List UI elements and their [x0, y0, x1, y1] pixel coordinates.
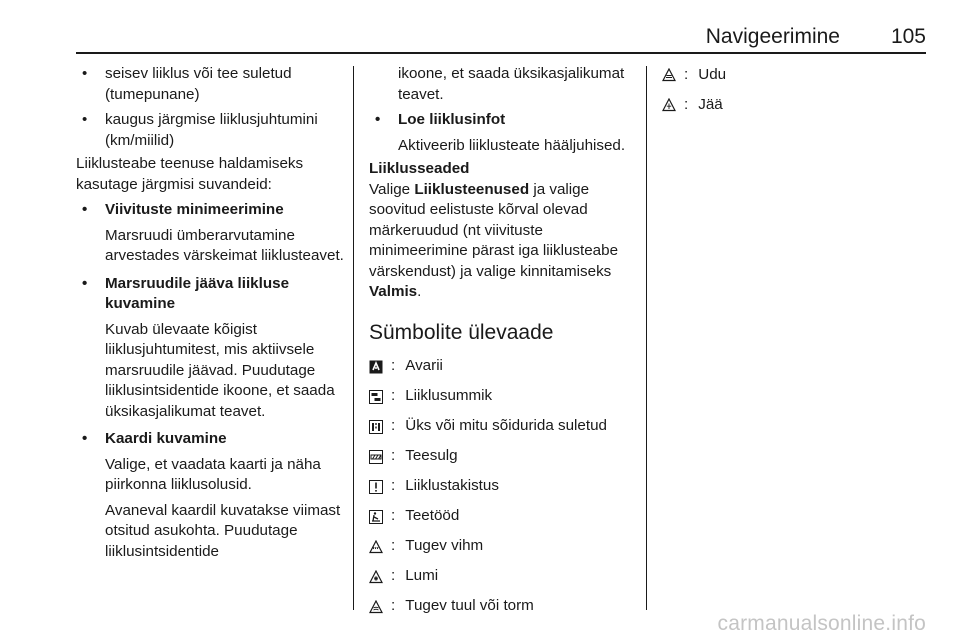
- symbol-label: Lumi: [405, 567, 439, 585]
- symbol-row: : Teetööd: [369, 502, 641, 532]
- road-closed-icon: [369, 450, 383, 464]
- symbol-row: : Liiklustakistus: [369, 472, 641, 502]
- fog-icon: [662, 68, 676, 82]
- symbol-row: : Lumi: [369, 562, 641, 592]
- header-rule: [76, 52, 926, 54]
- page-title: Navigeerimine: [705, 25, 840, 48]
- option-description: Aktiveerib liiklusteate hääljuhised.: [398, 136, 626, 154]
- symbol-row: : Avarii: [369, 352, 641, 382]
- page-number: 105: [890, 25, 926, 48]
- symbol-label: Udu: [698, 65, 727, 83]
- storm-icon: [369, 600, 383, 614]
- symbol-list: [369, 352, 641, 622]
- option-title: • Viivituste minimeerimine: [76, 200, 344, 221]
- page-header: [76, 24, 926, 50]
- column-divider: [646, 66, 647, 610]
- symbol-row: : Üks või mitu sõidurida suletud: [369, 412, 641, 442]
- symbol-label: Jää: [698, 95, 723, 113]
- text-column-1: [76, 64, 344, 562]
- symbol-label: Liiklusummik: [405, 387, 493, 405]
- option-title: • Loe liiklusinfot: [369, 110, 641, 131]
- accident-icon: [369, 360, 383, 374]
- symbol-label: Teetööd: [405, 507, 460, 525]
- bullet-item: • kaugus järgmise liiklusjuhtumini (km/miilid): [76, 110, 344, 151]
- menu-term: Liiklusteenused: [414, 180, 530, 198]
- option-description: Avaneval kaardil kuvatakse viimast otsitud asukohta. Puudutage liiklusintsidentide: [105, 501, 341, 560]
- settings-heading: Liiklusseaded: [369, 160, 470, 177]
- option-title: • Marsruudile jääva liikluse kuvamine: [76, 274, 344, 315]
- symbol-row: : Jää: [662, 90, 926, 120]
- symbol-label: Tugev tuul või torm: [405, 597, 534, 615]
- option-description: Marsruudi ümberarvutamine arvestades värskeimat liiklusteavet.: [105, 226, 344, 264]
- settings-paragraph: Valige Liiklusteenused ja valige soovitud eelistuste kõrval olevad märkeruudud (nt viivituste minimeerimine pärast iga liiklusteabe värskendust) ja valige kinnitamiseks Valmis.: [369, 180, 619, 300]
- heavy-rain-icon: [369, 540, 383, 554]
- option-title: • Kaardi kuvamine: [76, 429, 344, 450]
- column-divider: [353, 66, 354, 610]
- symbol-row: : Liiklusummik: [369, 382, 641, 412]
- option-description: Valige, et vaadata kaarti ja näha piirkonna liiklusolusid.: [105, 455, 321, 493]
- text-column-3: [662, 60, 926, 120]
- symbol-label: Liiklustakistus: [405, 477, 499, 495]
- symbol-label: Tugev vihm: [405, 537, 484, 555]
- symbol-label: Üks või mitu sõidurida suletud: [405, 417, 607, 435]
- symbol-row: : Tugev tuul või torm: [369, 592, 641, 622]
- symbol-label: Avarii: [405, 357, 443, 375]
- ice-icon: [662, 98, 676, 112]
- symbol-row: : Udu: [662, 60, 926, 90]
- symbol-row: : Teesulg: [369, 442, 641, 472]
- menu-term: Valmis: [369, 283, 418, 300]
- roadworks-icon: [369, 510, 383, 524]
- lane-closed-icon: [369, 420, 383, 434]
- snow-icon: [369, 570, 383, 584]
- section-title: Sümbolite ülevaade: [369, 320, 554, 344]
- symbol-row: : Tugev vihm: [369, 532, 641, 562]
- bullet-item: • seisev liiklus või tee suletud (tumepunane): [76, 64, 344, 105]
- symbol-label: Teesulg: [405, 447, 458, 465]
- option-description: Kuvab ülevaate kõigist liiklusjuhtumitest, mis aktiivsele marsruudile jäävad. Puudutage liiklusintsidentide ikoone, et saada üksikasjalikumat teavet.: [105, 320, 335, 420]
- text-column-2: [369, 64, 641, 622]
- watermark: carmanualsonline.info: [717, 612, 926, 635]
- traffic-jam-icon: [369, 390, 383, 404]
- intro-paragraph: Liiklusteabe teenuse haldamiseks kasutage järgmisi suvandeid:: [76, 155, 304, 193]
- obstruction-icon: [369, 480, 383, 494]
- option-description: ikoone, et saada üksikasjalikumat teavet.: [398, 65, 625, 103]
